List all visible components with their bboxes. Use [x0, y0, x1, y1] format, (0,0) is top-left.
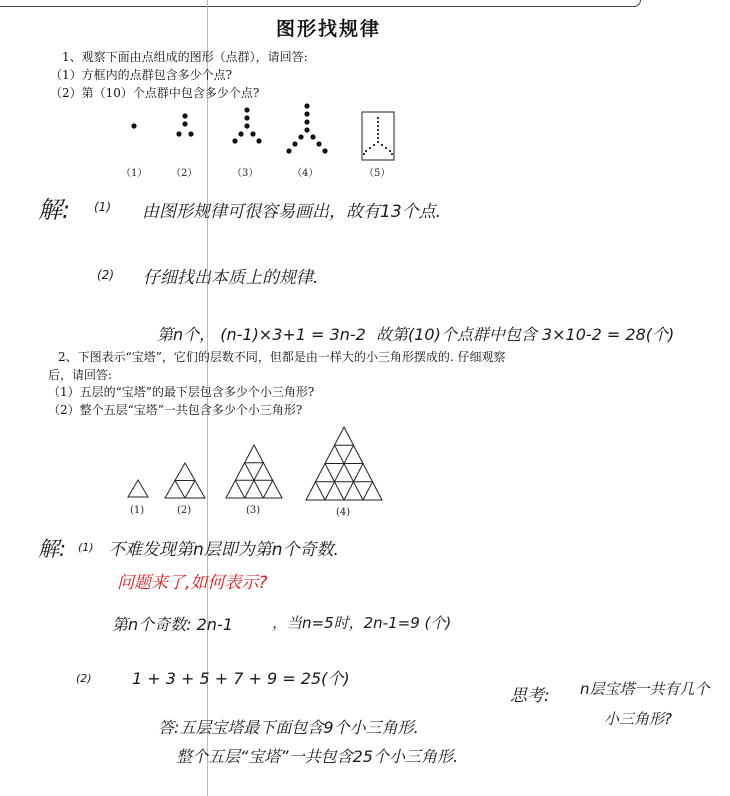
- think-text-line1: n层宝塔一共有几个: [580, 680, 710, 698]
- q2-sub2: （2）整个五层“宝塔”一共包含多少个小三角形?: [48, 403, 303, 417]
- a1-part2-number: (2): [97, 268, 114, 282]
- a2-answer-line1: 答:五层宝塔最下面包含9个小三角形.: [158, 718, 419, 737]
- a2-prefix: 解:: [38, 537, 67, 561]
- q1-sub1: （1）方框内的点群包含多少个点?: [50, 68, 233, 82]
- a1-part1-text: 由图形规律可很容易画出，故有13个点.: [142, 202, 442, 222]
- q1-sub2: （2）第（10）个点群中包含多少个点?: [50, 86, 260, 100]
- dot-label-2: （2）: [171, 168, 198, 179]
- page-title: 图形找规律: [276, 18, 382, 40]
- a1-formula: 第n个， (n-1)×3+1 = 3n-2: [157, 325, 366, 344]
- a1-part1-number: (1): [94, 200, 111, 214]
- pagoda-2: [165, 463, 205, 498]
- pagoda-label-4: (4): [336, 507, 351, 518]
- dot-label-5: （5）: [364, 168, 391, 179]
- a1-conclusion: 故第(10)个点群中包含 3×10-2 = 28(个): [376, 325, 675, 344]
- dot-label-1: （1）: [121, 168, 148, 179]
- a2-answer-line2: 整个五层“宝塔”一共包含25个小三角形.: [176, 747, 459, 766]
- a2-question-red: 问题来了,如何表示?: [117, 573, 268, 593]
- dot-label-3: （3）: [232, 168, 259, 179]
- a2-sum: 1 + 3 + 5 + 7 + 9 = 25(个): [132, 669, 350, 688]
- a1-part2-text: 仔细找出本质上的规律.: [143, 268, 319, 288]
- a2-part2-number: (2): [76, 672, 92, 685]
- q2-sub1: （1）五层的“宝塔”的最下层包含多少个小三角形?: [48, 385, 315, 399]
- pagoda-4: [306, 427, 382, 500]
- think-text-line2: 小三角形?: [604, 710, 672, 728]
- a2-part1-number: (1): [78, 541, 94, 554]
- a2-when-n5: ，当n=5时，2n-1=9 (个): [272, 614, 452, 632]
- q1-intro: 1、观察下面由点组成的图形（点群），请回答:: [62, 50, 308, 64]
- think-label: 思考:: [510, 686, 550, 706]
- a1-prefix: 解:: [38, 196, 71, 224]
- a2-odd-formula: 第n个奇数: 2n-1: [112, 615, 233, 634]
- pagoda-1: [128, 480, 148, 497]
- pagoda-label-3: (3): [246, 505, 261, 516]
- pagoda-3: [226, 445, 282, 498]
- a2-part1-text: 不难发现第n层即为第n个奇数.: [108, 540, 339, 560]
- pagoda-label-1: (1): [130, 505, 145, 516]
- q2-intro-continued: 后，请回答:: [48, 368, 113, 382]
- dot-label-4: （4）: [292, 168, 319, 179]
- pagoda-label-2: (2): [177, 505, 192, 516]
- q2-intro: 2、下图表示“宝塔”，它们的层数不同，但都是由一样大的小三角形摆成的. 仔细观察: [58, 350, 506, 364]
